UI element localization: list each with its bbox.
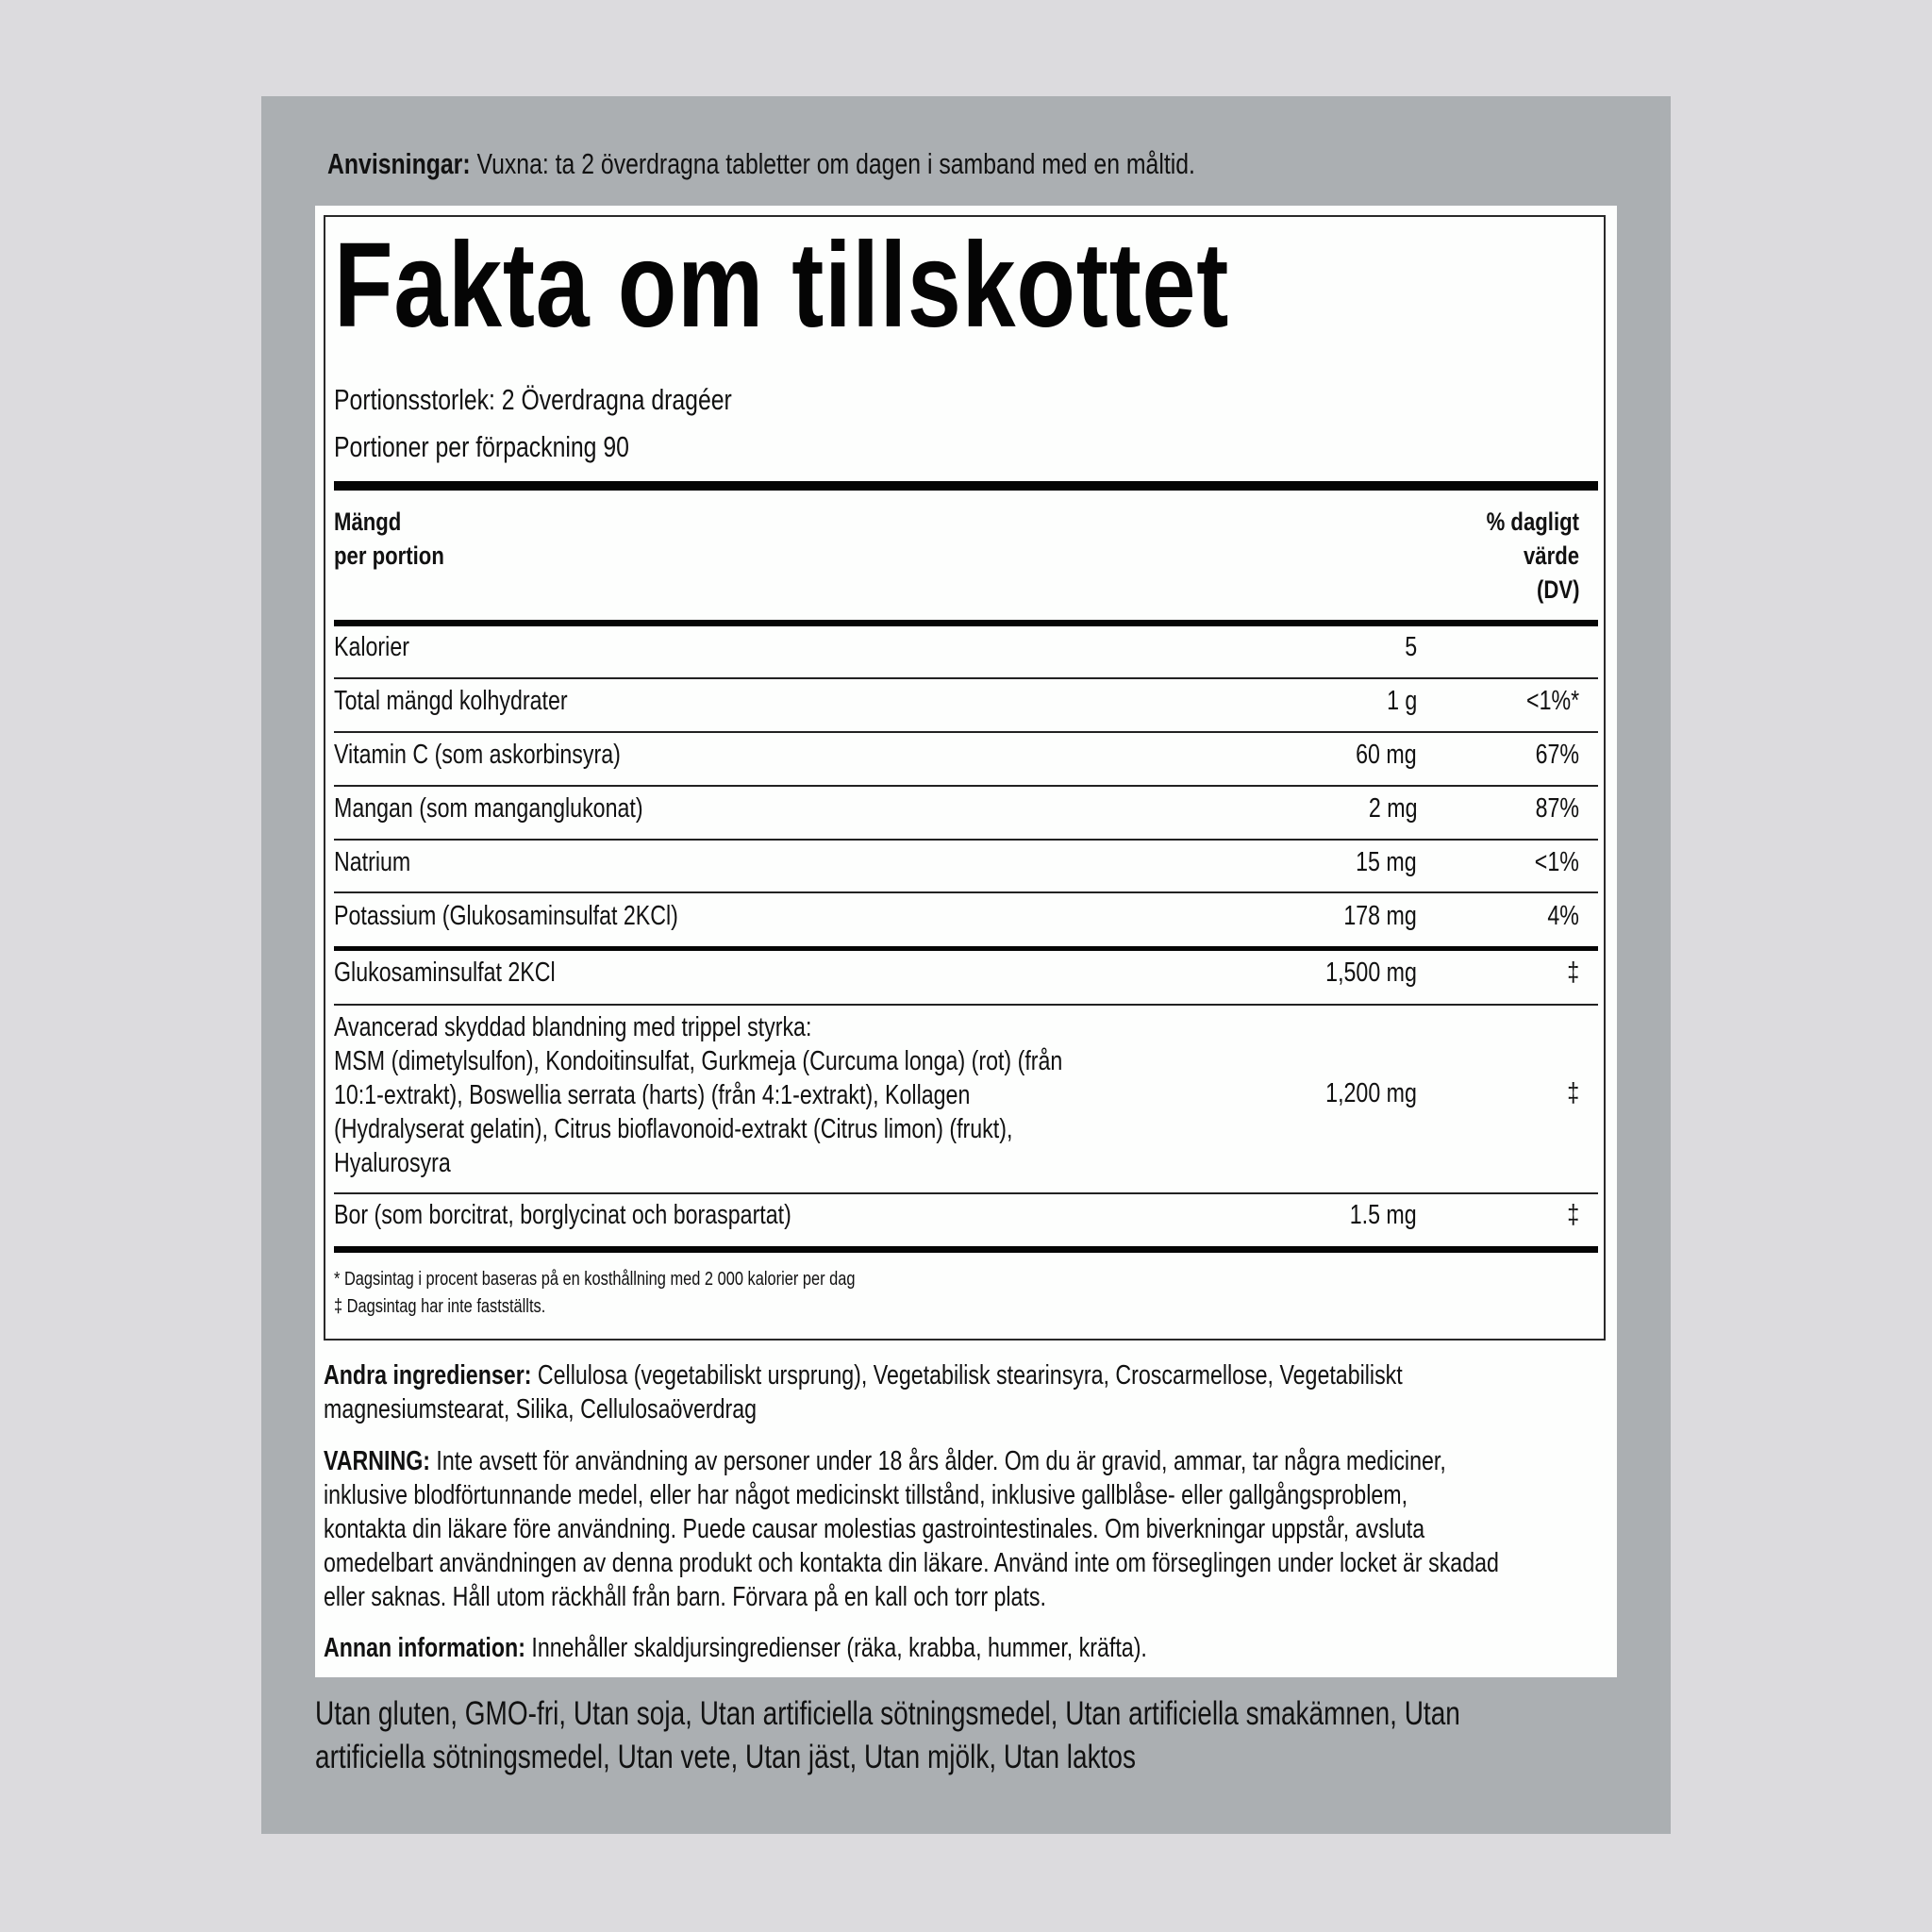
row-amount: 1,200 mg: [1325, 1078, 1417, 1108]
row-name: Bor (som borcitrat, borglycinat och boraspartat): [334, 1200, 791, 1230]
row-amount: 15 mg: [1356, 847, 1417, 877]
warning-label: VARNING:: [324, 1446, 430, 1476]
header-dv-line3: (DV): [1536, 575, 1579, 604]
blend-line: Hyalurosyra: [334, 1148, 451, 1178]
row-name: Vitamin C (som askorbinsyra): [334, 740, 621, 770]
warning-line1: [324, 1444, 1446, 1478]
row-dv: 67%: [1535, 740, 1579, 770]
blend-line: Avancerad skyddad blandning med trippel styrka:: [334, 1012, 812, 1042]
row-divider: [334, 731, 1598, 733]
free-from-claims-line1: Utan gluten, GMO-fri, Utan soja, Utan artificiella sötningsmedel, Utan artificiella smakämnen, Utan: [315, 1695, 1460, 1732]
directions-text: Vuxna: ta 2 överdragna tabletter om dagen i samband med en måltid.: [470, 147, 1195, 180]
row-name: Potassium (Glukosaminsulfat 2KCl): [334, 901, 678, 931]
thick-divider: [334, 1246, 1598, 1253]
other-info-label: Annan information:: [324, 1633, 525, 1663]
header-dv-line2: värde: [1523, 541, 1579, 570]
row-dv: 87%: [1535, 793, 1579, 824]
row-divider: [334, 1192, 1598, 1194]
blend-line: (Hydralyserat gelatin), Citrus bioflavonoid-extrakt (Citrus limon) (frukt),: [334, 1114, 1013, 1144]
warning-line2: inklusive blodförtunnande medel, eller har något medicinskt tillstånd, inklusive gallblåse- eller gallgångsproblem,: [324, 1480, 1408, 1510]
servings-per-container: Portioner per förpackning 90: [334, 430, 629, 463]
facts-title: Fakta om tillskottet: [334, 218, 1230, 353]
row-amount: 60 mg: [1356, 740, 1417, 770]
row-divider: [334, 785, 1598, 787]
footnote-percent-dv: * Dagsintag i procent baseras på en kosthållning med 2 000 kalorier per dag: [334, 1269, 856, 1290]
warning-line3: kontakta din läkare före användning. Puede causar molestias gastrointestinales. Om biverkningar uppstår, avsluta: [324, 1514, 1425, 1544]
footnote-dv-not-established: ‡ Dagsintag har inte fastställts.: [334, 1296, 546, 1317]
row-amount: 178 mg: [1343, 901, 1417, 931]
row-amount: 5: [1405, 632, 1417, 662]
row-dv: ‡: [1567, 1200, 1579, 1230]
row-name: Mangan (som manganglukonat): [334, 793, 643, 824]
row-name: Natrium: [334, 847, 411, 877]
row-name: Total mängd kolhydrater: [334, 686, 568, 716]
row-divider: [334, 839, 1598, 841]
row-amount: 1.5 mg: [1350, 1200, 1417, 1230]
other-ingredients-label: Andra ingredienser:: [324, 1360, 532, 1391]
serving-size: Portionsstorlek: 2 Överdragna dragéer: [334, 383, 732, 416]
warning-line4: omedelbart användningen av denna produkt och kontakta din läkare. Använd inte om förseglingen under locket är skadad: [324, 1548, 1499, 1578]
row-dv: 4%: [1547, 901, 1579, 931]
row-divider: [334, 677, 1598, 679]
header-amount-line1: Mängd: [334, 508, 402, 536]
header-dv-line1: % dagligt: [1486, 508, 1579, 536]
blend-line: 10:1-extrakt), Boswellia serrata (harts) (från 4:1-extrakt), Kollagen: [334, 1080, 971, 1110]
blend-line: MSM (dimetylsulfon), Kondoitinsulfat, Gurkmeja (Curcuma longa) (rot) (från: [334, 1046, 1063, 1076]
row-amount: 2 mg: [1368, 793, 1417, 824]
row-divider: [334, 891, 1598, 893]
directions: [327, 147, 1195, 181]
warning-text: Inte avsett för användning av personer under 18 års ålder. Om du är gravid, ammar, tar några mediciner,: [429, 1446, 1446, 1476]
other-ingredients-line1: [324, 1358, 1403, 1392]
row-divider: [334, 1004, 1598, 1006]
thick-divider: [334, 620, 1598, 626]
row-dv: <1%*: [1525, 686, 1579, 716]
row-name: Glukosaminsulfat 2KCl: [334, 958, 556, 988]
row-dv: ‡: [1567, 958, 1579, 988]
row-amount: 1 g: [1386, 686, 1417, 716]
row-dv: <1%: [1534, 847, 1579, 877]
row-name: Kalorier: [334, 632, 409, 662]
other-info-text: Innehåller skaldjursingredienser (räka, krabba, hummer, kräfta).: [525, 1633, 1147, 1663]
thick-divider: [334, 481, 1598, 491]
header-amount-line2: per portion: [334, 541, 444, 570]
other-ingredients-text: Cellulosa (vegetabiliskt ursprung), Vegetabilisk stearinsyra, Croscarmellose, Vegetabiliskt: [531, 1360, 1403, 1391]
row-dv: ‡: [1567, 1078, 1579, 1108]
warning-line5: eller saknas. Håll utom räckhåll från barn. Förvara på en kall och torr plats.: [324, 1582, 1046, 1612]
free-from-claims-line2: artificiella sötningsmedel, Utan vete, Utan jäst, Utan mjölk, Utan laktos: [315, 1739, 1136, 1775]
other-ingredients-line2: magnesiumstearat, Silika, Cellulosaöverdrag: [324, 1394, 758, 1424]
directions-label: Anvisningar:: [327, 147, 471, 180]
row-amount: 1,500 mg: [1325, 958, 1417, 988]
medium-divider: [334, 946, 1598, 951]
other-info: [324, 1631, 1147, 1665]
